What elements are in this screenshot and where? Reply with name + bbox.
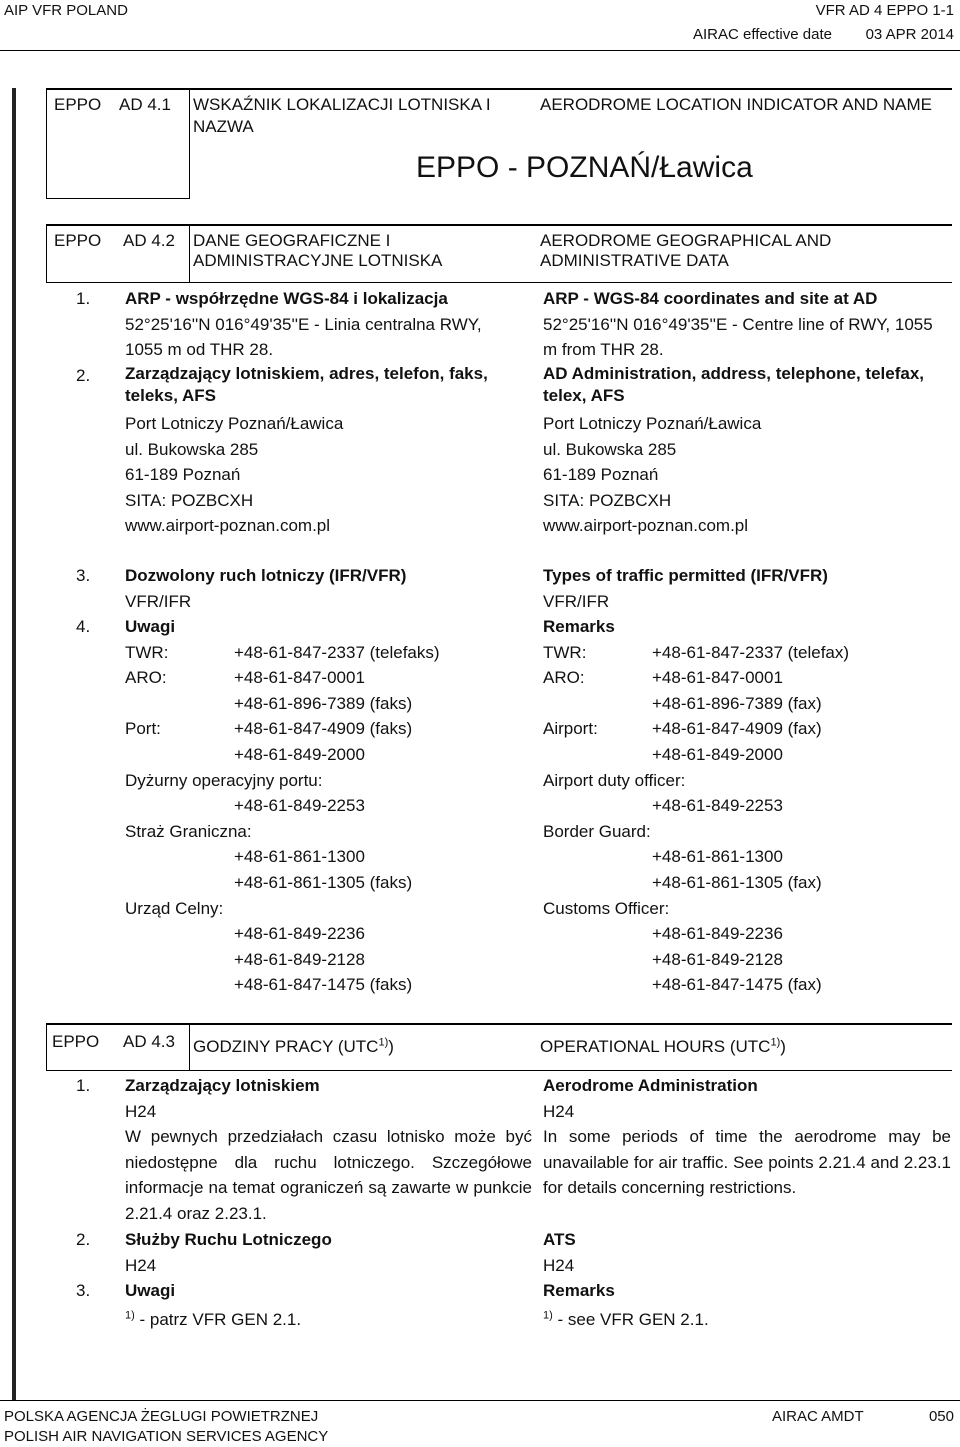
border-en-phone-1: +48-61-861-1300 bbox=[652, 847, 783, 867]
admin-pl-heading-1: Zarządzający lotniskiem, adres, telefon, faks, bbox=[125, 364, 488, 383]
sec2-num: AD 4.2 bbox=[123, 231, 175, 250]
arp-pl-coords: 52°25'16''N 016°49'35''E - Linia centralna RWY, bbox=[125, 314, 482, 334]
ats-pl-heading: Służby Ruchu Lotniczego bbox=[125, 1230, 332, 1249]
airport-en-label: Airport: bbox=[543, 719, 598, 739]
doc-header-page-id: VFR AD 4 EPPO 1-1 bbox=[815, 2, 954, 19]
remarks-en-block bbox=[543, 614, 953, 998]
border-pl-label: Straż Graniczna: bbox=[125, 821, 252, 841]
sec2-left-rule bbox=[46, 224, 47, 282]
addr-pl-4: SITA: POZBCXH bbox=[125, 490, 254, 510]
sec2-item4-num: 4. bbox=[76, 617, 91, 636]
amendment-sidebar bbox=[12, 88, 16, 1400]
sec2-pl-title-1: DANE GEOGRAFICZNE I bbox=[193, 231, 391, 250]
sec1-pl-title: WSKAŹNIK LOKALIZACJI LOTNISKA I NAZWA bbox=[193, 95, 491, 136]
border-en-phone-2: +48-61-861-1305 (fax) bbox=[652, 872, 822, 892]
aro-pl-label: ARO: bbox=[125, 668, 167, 688]
notes-en-heading: Remarks bbox=[543, 1281, 615, 1300]
footer-org-en: POLISH AIR NAVIGATION SERVICES AGENCY bbox=[4, 1428, 329, 1445]
sec1-left-rule bbox=[46, 88, 47, 198]
ats-pl-block bbox=[125, 1227, 332, 1278]
addr-pl-2: ul. Bukowska 285 bbox=[125, 439, 259, 459]
twr-pl-phone: +48-61-847-2337 (telefaks) bbox=[234, 642, 440, 662]
port-pl-label: Port: bbox=[125, 719, 161, 739]
sec1-top-rule bbox=[46, 88, 952, 90]
remarks-en-heading: Remarks bbox=[543, 617, 615, 636]
traffic-pl-value: VFR/IFR bbox=[125, 591, 192, 611]
remarks-pl-heading: Uwagi bbox=[125, 617, 176, 636]
airport-en-phone-1: +48-61-847-4909 (fax) bbox=[652, 719, 822, 739]
customs-en-label: Customs Officer: bbox=[543, 898, 670, 918]
sec1-mid-rule bbox=[189, 88, 190, 198]
duty-pl-label: Dyżurny operacyjny portu: bbox=[125, 770, 323, 790]
border-pl-phone-1: +48-61-861-1300 bbox=[234, 847, 365, 867]
customs-pl-phone-1: +48-61-849-2236 bbox=[234, 924, 365, 944]
arp-en-distance: m from THR 28. bbox=[543, 340, 664, 360]
ats-en-h24: H24 bbox=[543, 1255, 575, 1275]
customs-pl-label: Urząd Celny: bbox=[125, 898, 224, 918]
traffic-en-heading: Types of traffic permitted (IFR/VFR) bbox=[543, 566, 828, 585]
traffic-pl-heading: Dozwolony ruch lotniczy (IFR/VFR) bbox=[125, 566, 407, 585]
notes-pl-text: $^{1)}$ - patrz VFR GEN 2.1. bbox=[125, 1308, 302, 1329]
sec3-left-rule bbox=[46, 1023, 47, 1070]
arp-en-coords: 52°25'16''N 016°49'35''E - Centre line of RWY, 1055 bbox=[543, 314, 933, 334]
traffic-en-block bbox=[543, 563, 828, 614]
twr-pl-label: TWR: bbox=[125, 642, 169, 662]
airac-label: AIRAC effective date bbox=[693, 26, 832, 43]
border-pl-phone-2: +48-61-861-1305 (faks) bbox=[234, 872, 413, 892]
sec2-item2-num: 2. bbox=[76, 366, 91, 385]
traffic-en-value: VFR/IFR bbox=[543, 591, 610, 611]
airac-date: 03 APR 2014 bbox=[865, 26, 954, 43]
sec3-item1-num: 1. bbox=[76, 1076, 91, 1095]
aro-en-label: ARO: bbox=[543, 668, 585, 688]
admin-pl-block bbox=[125, 363, 530, 539]
sec3-pl-title: GODZINY PRACY (UTC$^{1)}$) bbox=[193, 1036, 394, 1056]
sec2-en-title-2: ADMINISTRATIVE DATA bbox=[540, 251, 729, 270]
admin-en-block bbox=[543, 363, 953, 539]
duty-pl-phone: +48-61-849-2253 bbox=[234, 796, 365, 816]
header-rule bbox=[0, 50, 960, 51]
sec3-en-title: OPERATIONAL HOURS (UTC$^{1)}$) bbox=[540, 1036, 786, 1056]
ats-en-heading: ATS bbox=[543, 1230, 576, 1249]
arp-pl-heading: ARP - współrzędne WGS-84 i lokalizacja bbox=[125, 289, 448, 308]
ats-pl-h24: H24 bbox=[125, 1255, 157, 1275]
border-en-label: Border Guard: bbox=[543, 821, 651, 841]
arp-pl-distance: 1055 m od THR 28. bbox=[125, 340, 274, 360]
hours-pl-text: W pewnych przedziałach czasu lotnisko może być niedostępne dla ruchu lotniczego. Szczegółowe informacje na temat ograniczeń są zawarte w punkcie 2.21.4 oraz 2.23.1. bbox=[125, 1127, 532, 1223]
sec3-mid-rule bbox=[189, 1023, 190, 1070]
footer-amdt-label: AIRAC AMDT bbox=[772, 1408, 864, 1425]
footer-org-pl: POLSKA AGENCJA ŻEGLUGI POWIETRZNEJ bbox=[4, 1408, 319, 1425]
addr-en-1: Port Lotniczy Poznań/Ławica bbox=[543, 414, 762, 433]
sec3-num: AD 4.3 bbox=[123, 1032, 175, 1051]
footer-amdt-num: 050 bbox=[928, 1408, 954, 1425]
footer-rule bbox=[0, 1400, 960, 1401]
twr-en-phone: +48-61-847-2337 (telefax) bbox=[652, 642, 850, 662]
admin-pl-heading-2: teleks, AFS bbox=[125, 386, 217, 405]
aro-pl-phone-2: +48-61-896-7389 (faks) bbox=[234, 693, 413, 713]
sec2-en-column-a bbox=[543, 286, 953, 363]
addr-en-5: www.airport-poznan.com.pl bbox=[543, 516, 749, 536]
sec2-pl-title-2: ADMINISTRACYJNE LOTNISKA bbox=[193, 251, 443, 270]
sec2-code: EPPO bbox=[54, 231, 102, 250]
sec2-header-bottom-rule bbox=[46, 282, 952, 283]
sec2-item3-num: 3. bbox=[76, 566, 91, 585]
customs-pl-phone-2: +48-61-849-2128 bbox=[234, 949, 365, 969]
hours-pl-heading: Zarządzający lotniskiem bbox=[125, 1076, 320, 1095]
sec1-bottom-rule bbox=[46, 198, 190, 199]
airport-en-phone-2: +48-61-849-2000 bbox=[652, 744, 783, 764]
addr-pl-1: Port Lotniczy Poznań/Ławica bbox=[125, 414, 344, 433]
sec2-mid-rule bbox=[189, 224, 190, 282]
aro-en-phone-1: +48-61-847-0001 bbox=[652, 668, 783, 688]
sec2-en-title-1: AERODROME GEOGRAPHICAL AND bbox=[540, 231, 832, 250]
customs-en-phone-3: +48-61-847-1475 (fax) bbox=[652, 975, 822, 995]
duty-en-phone: +48-61-849-2253 bbox=[652, 796, 783, 816]
hours-pl-h24: H24 bbox=[125, 1101, 157, 1121]
remarks-pl-block bbox=[125, 614, 530, 998]
notes-en-text: $^{1)}$ - see VFR GEN 2.1. bbox=[543, 1308, 709, 1329]
admin-en-heading-2: telex, AFS bbox=[543, 386, 625, 405]
traffic-pl-block bbox=[125, 563, 406, 614]
ats-en-block bbox=[543, 1227, 576, 1278]
hours-pl-block bbox=[125, 1073, 532, 1227]
customs-pl-phone-3: +48-61-847-1475 (faks) bbox=[234, 975, 413, 995]
aerodrome-name: EPPO - POZNAŃ/Ławica bbox=[416, 151, 753, 184]
doc-header-left: AIP VFR POLAND bbox=[4, 2, 128, 19]
sec3-item2-num: 2. bbox=[76, 1230, 91, 1249]
customs-en-phone-2: +48-61-849-2128 bbox=[652, 949, 783, 969]
aro-en-phone-2: +48-61-896-7389 (fax) bbox=[652, 693, 822, 713]
sec2-top-rule bbox=[46, 224, 952, 226]
sec2-pl-column-a bbox=[125, 286, 530, 363]
sec3-header-bottom-rule bbox=[46, 1070, 952, 1071]
sec3-item3-num: 3. bbox=[76, 1281, 91, 1300]
sec3-code: EPPO bbox=[52, 1032, 100, 1051]
hours-en-block bbox=[543, 1073, 951, 1201]
addr-en-4: SITA: POZBCXH bbox=[543, 490, 672, 510]
hours-en-text: In some periods of time the aerodrome may be unavailable for air traffic. See points 2.21.4 and 2.23.1 for details concerning restrictions. bbox=[543, 1127, 951, 1198]
twr-en-label: TWR: bbox=[543, 642, 587, 662]
duty-en-label: Airport duty officer: bbox=[543, 770, 686, 790]
addr-pl-3: 61-189 Poznań bbox=[125, 465, 241, 485]
port-pl-phone-1: +48-61-847-4909 (faks) bbox=[234, 719, 413, 739]
arp-en-heading: ARP - WGS-84 coordinates and site at AD bbox=[543, 289, 878, 308]
hours-en-heading: Aerodrome Administration bbox=[543, 1076, 758, 1095]
addr-en-3: 61-189 Poznań bbox=[543, 465, 659, 485]
sec1-num: AD 4.1 bbox=[119, 95, 171, 114]
customs-en-phone-1: +48-61-849-2236 bbox=[652, 924, 783, 944]
notes-pl-block bbox=[125, 1278, 301, 1332]
sec3-top-rule bbox=[46, 1023, 952, 1025]
sec1-en-title: AERODROME LOCATION INDICATOR AND NAME bbox=[540, 95, 932, 114]
sec1-code: EPPO bbox=[54, 95, 102, 114]
addr-pl-5: www.airport-poznan.com.pl bbox=[125, 516, 331, 536]
aro-pl-phone-1: +48-61-847-0001 bbox=[234, 668, 365, 688]
port-pl-phone-2: +48-61-849-2000 bbox=[234, 744, 365, 764]
notes-pl-heading: Uwagi bbox=[125, 1281, 176, 1300]
admin-en-heading-1: AD Administration, address, telephone, telefax, bbox=[543, 364, 925, 383]
addr-en-2: ul. Bukowska 285 bbox=[543, 439, 677, 459]
hours-en-h24: H24 bbox=[543, 1101, 575, 1121]
notes-en-block bbox=[543, 1278, 709, 1332]
sec2-item1-num: 1. bbox=[76, 289, 91, 308]
